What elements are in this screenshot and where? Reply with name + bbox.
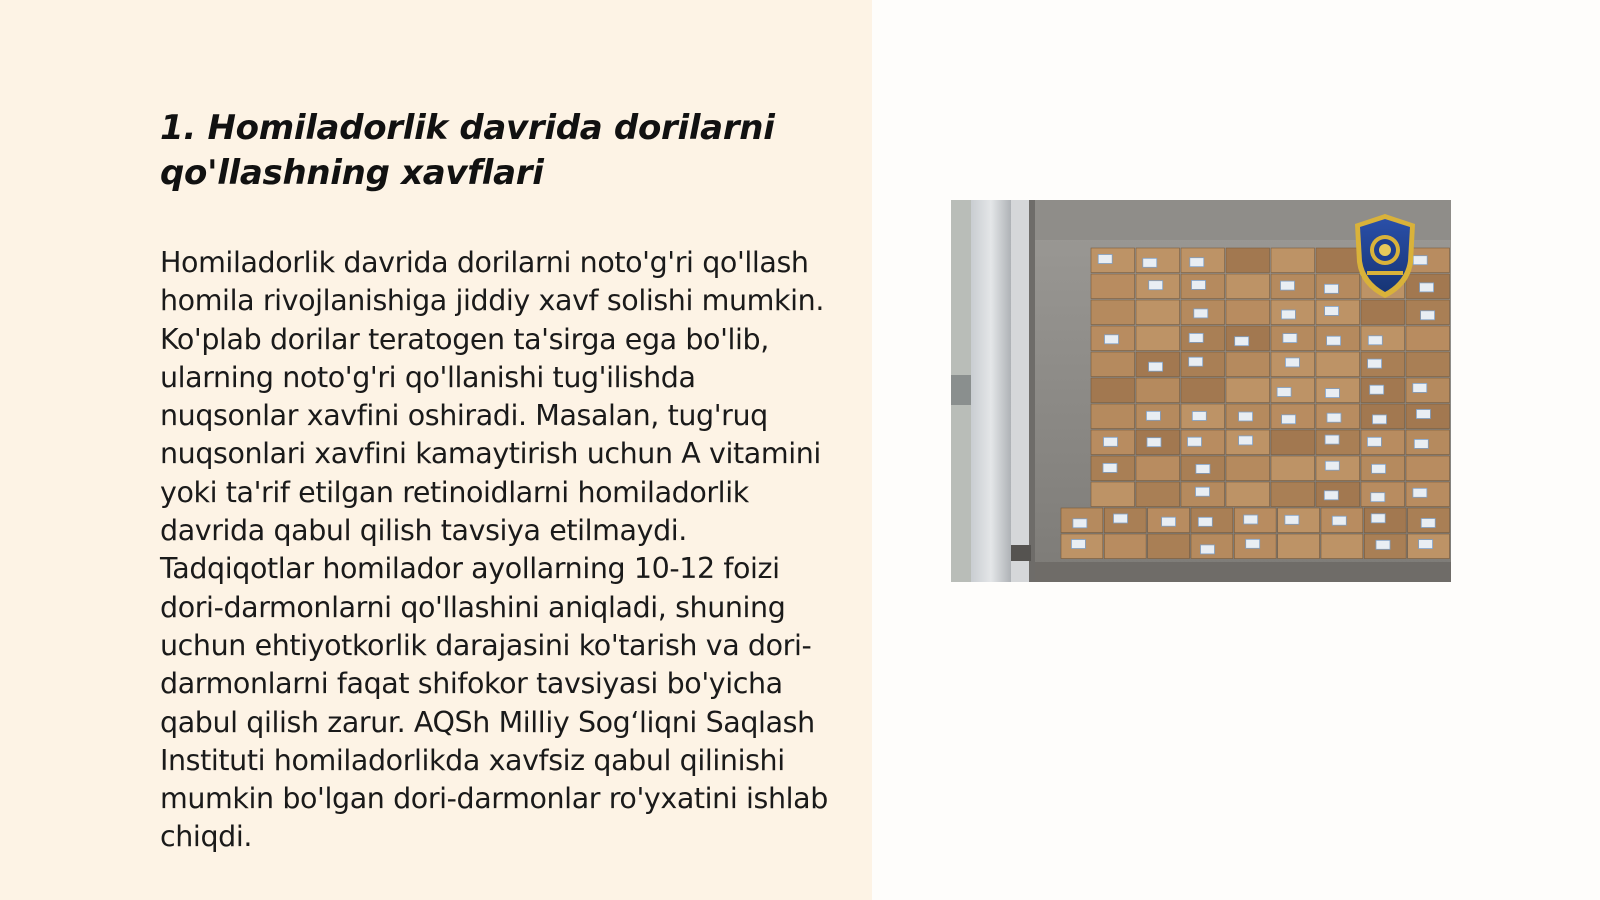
cardboard-box	[1271, 456, 1315, 481]
box-label	[1416, 410, 1430, 419]
cardboard-box	[1136, 326, 1180, 351]
box-label	[1162, 517, 1176, 526]
box-label	[1149, 281, 1163, 290]
box-label	[1189, 357, 1203, 366]
box-label	[1239, 436, 1253, 445]
box-label	[1188, 437, 1202, 446]
box-label	[1282, 415, 1296, 424]
box-label	[1285, 358, 1299, 367]
cardboard-box	[1136, 300, 1180, 325]
box-label	[1285, 515, 1299, 524]
box-label	[1420, 283, 1434, 292]
box-label	[1325, 306, 1339, 315]
box-label	[1149, 362, 1163, 371]
box-label	[1281, 310, 1295, 319]
box-label	[1146, 411, 1160, 420]
cardboard-box	[1406, 326, 1450, 351]
cardboard-box	[1271, 248, 1315, 273]
box-label	[1367, 437, 1381, 446]
cardboard-box	[1226, 456, 1270, 481]
cardboard-box	[1091, 248, 1135, 273]
box-label	[1325, 461, 1339, 470]
box-label	[1283, 334, 1297, 343]
box-label	[1239, 412, 1253, 421]
cardboard-box	[1361, 300, 1405, 325]
cardboard-box	[1226, 482, 1270, 507]
box-label	[1373, 415, 1387, 424]
box-label	[1147, 438, 1161, 447]
box-label	[1105, 335, 1119, 344]
cardboard-box	[1271, 430, 1315, 455]
box-label	[1421, 311, 1435, 320]
box-label	[1372, 464, 1386, 473]
cardboard-box	[1406, 456, 1450, 481]
cardboard-box	[1091, 482, 1135, 507]
box-label	[1324, 284, 1338, 293]
cardboard-box	[1136, 456, 1180, 481]
box-label	[1235, 337, 1249, 346]
box-label	[1413, 383, 1427, 392]
truck-floor	[1031, 562, 1451, 582]
box-label	[1277, 388, 1291, 397]
box-label	[1098, 255, 1112, 264]
box-label	[1189, 333, 1203, 342]
box-label	[1071, 540, 1085, 549]
box-label	[1414, 439, 1428, 448]
cardboard-box	[1136, 482, 1180, 507]
box-label	[1244, 515, 1258, 524]
box-label	[1325, 435, 1339, 444]
cardboard-box	[1406, 352, 1450, 377]
box-label	[1196, 487, 1210, 496]
cardboard-box	[1091, 378, 1135, 403]
box-label	[1332, 516, 1346, 525]
slide-body-text: Homiladorlik davrida dorilarni noto'g'ri qo'llash homila rivojlanishiga jiddiy xavf solishi mumkin. Ko'plab dorilar teratogen ta'sirga ega bo'lib, ularning noto'g'ri qo'llanishi tug'ilishda nuqsonlar xavfini oshiradi. Masalan, tug'ruq nuqsonlari xavfini kamaytirish uchun A vitamini yoki ta'rif etilgan retinoidlarni homiladorlik davrida qabul qilish tavsiya etilmaydi. Tadqiqotlar homilador ayollarning 10-12 foizi dori-darmonlarni qo'llashini aniqladi, shuning uchun ehtiyotkorlik darajasini ko'tarish va dori-darmonlarni faqat shifokor tavsiyasi bo'yicha qabul qilish zarur. AQSh Milliy Sog‘liqni Saqlash Instituti homiladorlikda xavfsiz qabul qilinishi mumkin bo'lgan dori-darmonlar ro'yxatini ishlab chiqdi.	[160, 246, 828, 854]
door-frame-shadow	[1029, 200, 1035, 582]
cardboard-box	[1271, 482, 1315, 507]
cardboard-box	[1316, 352, 1360, 377]
cardboard-box	[1091, 352, 1135, 377]
boxes-in-truck-photo	[951, 200, 1451, 582]
cardboard-box	[1361, 326, 1405, 351]
cardboard-box	[1104, 534, 1146, 559]
box-label	[1104, 437, 1118, 446]
cardboard-box	[1278, 534, 1320, 559]
box-label	[1143, 258, 1157, 267]
cardboard-box	[1226, 378, 1270, 403]
box-label	[1190, 258, 1204, 267]
slide-title: 1. Homiladorlik davrida dorilarni qo'llashning xavflari	[160, 108, 775, 193]
box-label	[1281, 281, 1295, 290]
box-label	[1325, 389, 1339, 398]
box-label	[1073, 519, 1087, 528]
cardboard-box	[1136, 378, 1180, 403]
box-label	[1419, 540, 1433, 549]
cardboard-box	[1226, 300, 1270, 325]
box-label	[1192, 280, 1206, 289]
door-hinge	[1011, 545, 1031, 561]
box-label	[1201, 545, 1215, 554]
box-label	[1371, 514, 1385, 523]
box-label	[1370, 385, 1384, 394]
box-label	[1376, 540, 1390, 549]
cardboard-box	[1091, 274, 1135, 299]
cardboard-box	[1181, 378, 1225, 403]
cardboard-box	[1091, 300, 1135, 325]
box-label	[1192, 412, 1206, 421]
cardboard-box	[1091, 404, 1135, 429]
cardboard-box	[1226, 248, 1270, 273]
box-label	[1327, 336, 1341, 345]
box-label	[1196, 464, 1210, 473]
box-label	[1246, 539, 1260, 548]
door-panel	[971, 200, 1011, 582]
cardboard-box	[1148, 534, 1190, 559]
box-label	[1327, 413, 1341, 422]
cardboard-box	[1316, 248, 1360, 273]
box-label	[1194, 309, 1208, 318]
box-label	[1371, 493, 1385, 502]
cardboard-box	[1321, 534, 1363, 559]
cardboard-box	[1226, 352, 1270, 377]
box-label	[1198, 517, 1212, 526]
box-label	[1421, 519, 1435, 528]
cardboard-box	[1226, 274, 1270, 299]
box-label	[1103, 463, 1117, 472]
box-label	[1114, 514, 1128, 523]
box-label	[1368, 336, 1382, 345]
box-label	[1324, 491, 1338, 500]
box-label	[1413, 256, 1427, 265]
box-label	[1368, 359, 1382, 368]
box-label	[1413, 488, 1427, 497]
